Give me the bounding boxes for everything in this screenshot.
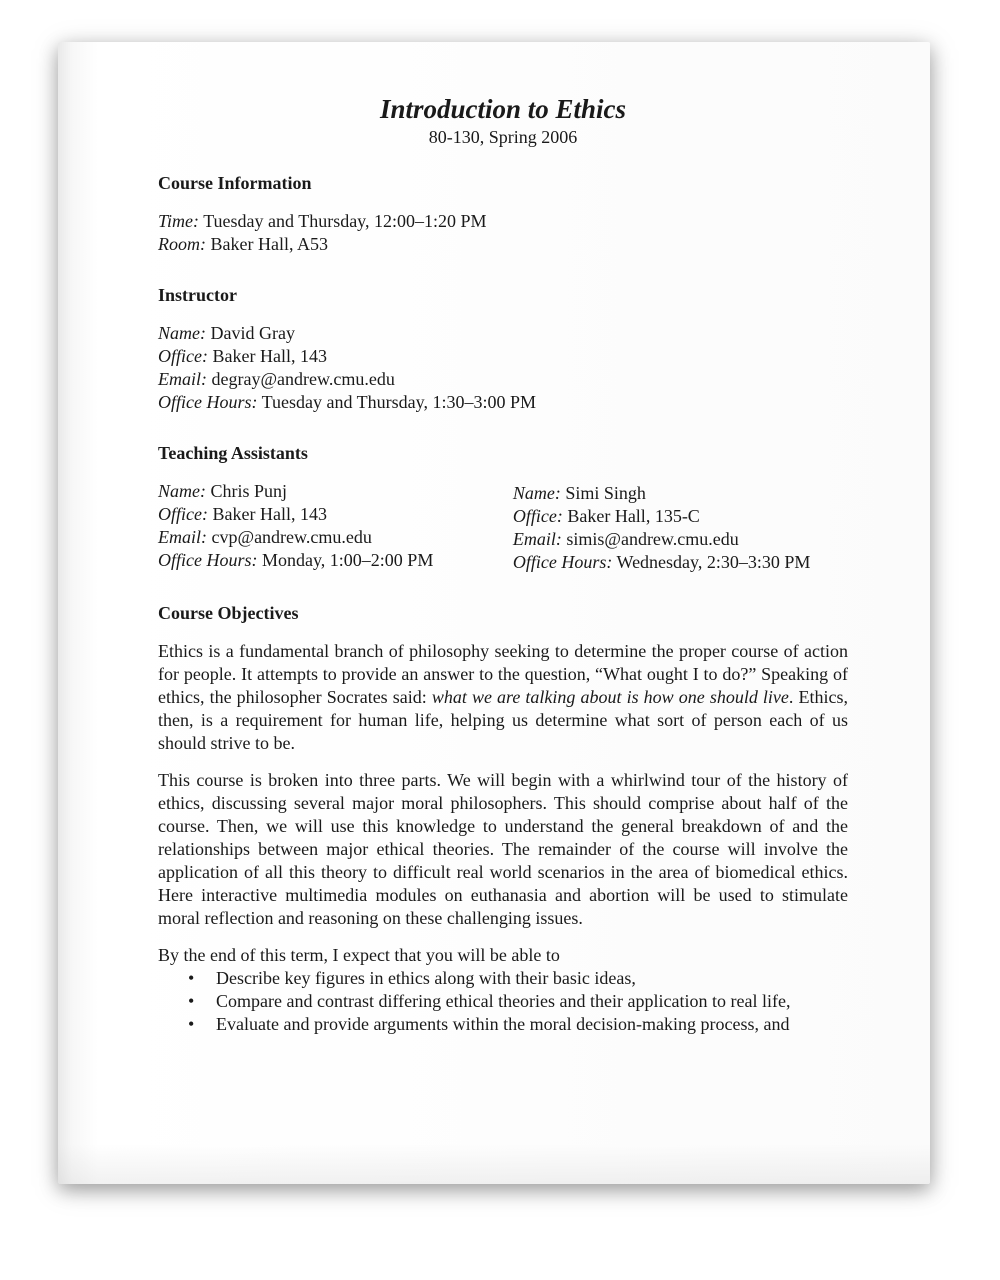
room-label: Room: bbox=[158, 234, 206, 254]
bullet-icon: • bbox=[188, 1014, 195, 1034]
instructor-email-label: Email: bbox=[158, 369, 207, 389]
instructor-heading: Instructor bbox=[158, 285, 237, 305]
ta-card bbox=[513, 480, 848, 574]
list-item bbox=[188, 1013, 848, 1036]
document-page bbox=[58, 42, 930, 1184]
ta-name-line bbox=[513, 482, 848, 505]
instructor-name-line bbox=[158, 322, 848, 345]
ta-email-label: Email: bbox=[158, 527, 207, 547]
list-item-text: Describe key figures in ethics along with their basic ideas, bbox=[216, 968, 636, 988]
objectives-list bbox=[158, 967, 848, 1036]
ta-card bbox=[158, 480, 513, 574]
document-title: Introduction to Ethics bbox=[379, 94, 627, 124]
list-item bbox=[188, 990, 848, 1013]
instructor-name-label: Name: bbox=[158, 323, 206, 343]
ta-hours-line bbox=[158, 549, 513, 572]
ta-hours-value: Monday, 1:00–2:00 PM bbox=[257, 550, 434, 570]
ta-email-value: simis@andrew.cmu.edu bbox=[561, 529, 739, 549]
instructor-hours-label: Office Hours: bbox=[158, 392, 258, 412]
ta-office-value: Baker Hall, 135-C bbox=[562, 506, 700, 526]
time-line bbox=[158, 210, 848, 233]
ta-hours-label: Office Hours: bbox=[512, 552, 613, 572]
instructor-hours-line bbox=[158, 391, 848, 414]
instructor-office-line bbox=[158, 345, 848, 368]
bullet-icon: • bbox=[188, 991, 195, 1011]
room-line bbox=[158, 233, 848, 256]
ta-office-label: Office: bbox=[158, 504, 208, 524]
ta-email-line bbox=[513, 528, 848, 551]
instructor-hours-value: Tuesday and Thursday, 1:30–3:00 PM bbox=[257, 392, 537, 412]
list-item-text: Compare and contrast differing ethical theories and their application to real life, bbox=[216, 991, 791, 1011]
time-label: Time: bbox=[158, 211, 200, 231]
ta-hours-value: Wednesday, 2:30–3:30 PM bbox=[612, 552, 811, 572]
time-value: Tuesday and Thursday, 12:00–1:20 PM bbox=[199, 211, 487, 231]
room-value: Baker Hall, A53 bbox=[206, 234, 328, 254]
instructor-email-value: degray@andrew.cmu.edu bbox=[207, 369, 395, 389]
instructor-name-value: David Gray bbox=[206, 323, 295, 343]
ta-office-line bbox=[513, 505, 848, 528]
objectives-p1-text-a: Ethics is a fundamental branch of philosophy seeking to determine the proper course of action for people. It attempts to provide an answer to the question, “What ought I to do?” Speaking of ethics, the philosopher Socrates said: bbox=[158, 641, 848, 707]
ta-heading: Teaching Assistants bbox=[158, 443, 308, 463]
ta-email-label: Email: bbox=[512, 529, 562, 549]
instructor-email-line bbox=[158, 368, 848, 391]
document-subtitle: 80-130, Spring 2006 bbox=[428, 127, 578, 147]
instructor-office-value: Baker Hall, 143 bbox=[207, 346, 327, 366]
ta-email-line bbox=[158, 526, 513, 549]
ta-name-line bbox=[158, 480, 513, 503]
ta-name-label: Name: bbox=[158, 481, 206, 501]
ta-name-label: Name: bbox=[512, 483, 561, 503]
ta-hours-line bbox=[513, 551, 848, 574]
course-info-block bbox=[158, 210, 848, 256]
bullet-icon: • bbox=[188, 968, 195, 988]
ta-name-value: Chris Punj bbox=[206, 481, 288, 501]
ta-office-label: Office: bbox=[512, 506, 563, 526]
instructor-block bbox=[158, 322, 848, 414]
document-content bbox=[158, 94, 848, 1036]
ta-columns bbox=[158, 480, 848, 574]
objectives-paragraph-2: This course is broken into three parts. We will begin with a whirlwind tour of the history of ethics, discussing several major moral philosophers. This should comprise about half of the course. Then, we will use this knowledge to understand the general breakdown of and the relationships between major ethical theories. The remainder of the course will involve the application of all this theory to difficult real world scenarios in the area of biomedical ethics. Here interactive multimedia modules on euthanasia and abortion will be used to stimulate moral reflection and reasoning on these challenging issues. bbox=[158, 770, 848, 928]
instructor-office-label: Office: bbox=[158, 346, 208, 366]
course-info-heading: Course Information bbox=[158, 173, 312, 193]
ta-email-value: cvp@andrew.cmu.edu bbox=[207, 527, 372, 547]
objectives-paragraph-1 bbox=[158, 640, 848, 755]
ta-office-line bbox=[158, 503, 513, 526]
objectives-heading: Course Objectives bbox=[158, 603, 299, 623]
list-item bbox=[188, 967, 848, 990]
ta-office-value: Baker Hall, 143 bbox=[207, 504, 327, 524]
objectives-paragraph-3: By the end of this term, I expect that you will be able to bbox=[158, 945, 560, 965]
list-item-text: Evaluate and provide arguments within the moral decision-making process, and bbox=[216, 1014, 790, 1034]
ta-name-value: Simi Singh bbox=[560, 483, 646, 503]
objectives-p1-text-b: . Ethics, then, is a requirement for human life, helping us determine what sort of person each of us should strive to be. bbox=[158, 687, 848, 753]
ta-hours-label: Office Hours: bbox=[158, 550, 258, 570]
socrates-quote: what we are talking about is how one should live bbox=[431, 687, 789, 707]
